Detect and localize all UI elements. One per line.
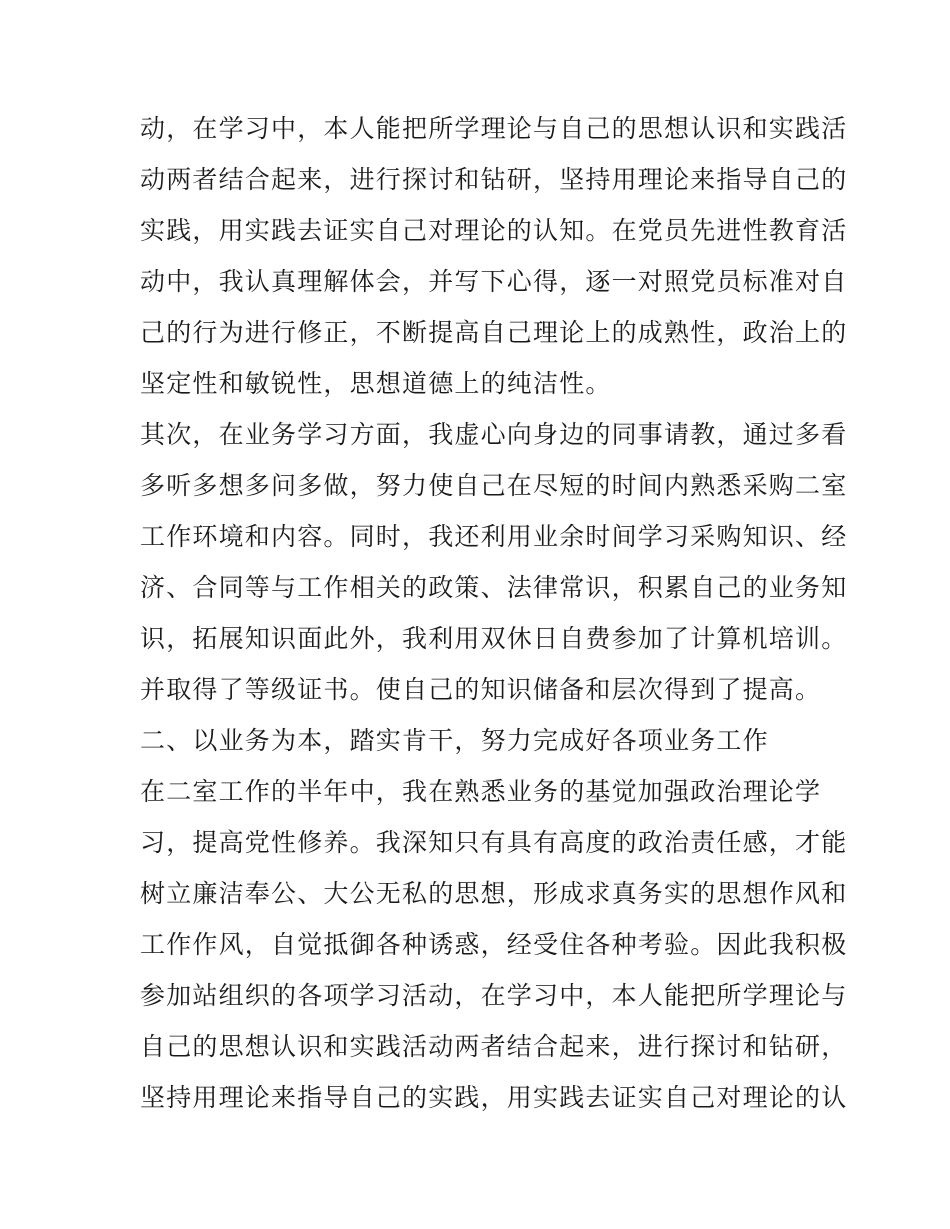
text-line: 济、合同等与工作相关的政策、法律常识，积累自己的业务知 [140,573,848,602]
text-line: 坚持用理论来指导自己的实践，用实践去证实自己对理论的认 [140,1083,848,1112]
text-line: 坚定性和敏锐性，思想道德上的纯洁性。 [140,369,612,398]
text-line: 动中，我认真理解体会，并写下心得，逐一对照党员标准对自 [140,267,848,296]
text-line: 自己的思想认识和实践活动两者结合起来，进行探讨和钻研， [140,1032,848,1061]
text-line: 工作作风，自觉抵御各种诱惑，经受住各种考验。因此我积极 [140,930,848,959]
text-line: 习，提高党性修养。我深知只有具有高度的政治责任感，才能 [140,828,848,857]
text-line: 树立廉洁奉公、大公无私的思想，形成求真务实的思想作风和 [140,879,848,908]
text-line: 动，在学习中，本人能把所学理论与自己的思想认识和实践活 [140,114,848,143]
text-line: 其次，在业务学习方面，我虚心向身边的同事请教，通过多看 [140,420,848,449]
text-line: 己的行为进行修正，不断提高自己理论上的成熟性，政治上的 [140,318,848,347]
text-line: 并取得了等级证书。使自己的知识储备和层次得到了提高。 [140,675,822,704]
text-line: 参加站组织的各项学习活动，在学习中，本人能把所学理论与 [140,981,848,1010]
text-line: 实践，用实践去证实自己对理论的认知。在党员先进性教育活 [140,216,848,245]
text-line: 工作环境和内容。同时，我还利用业余时间学习采购知识、经 [140,522,848,551]
text-line: 多听多想多问多做，努力使自己在尽短的时间内熟悉采购二室 [140,471,848,500]
section-heading: 二、以业务为本，踏实肯干，努力完成好各项业务工作 [140,726,769,755]
text-line: 识，拓展知识面此外，我利用双休日自费参加了计算机培训。 [140,624,848,653]
text-line: 动两者结合起来，进行探讨和钻研，坚持用理论来指导自己的 [140,165,848,194]
document-body [140,103,848,1123]
text-line: 在二室工作的半年中，我在熟悉业务的基觉加强政治理论学 [140,777,822,806]
